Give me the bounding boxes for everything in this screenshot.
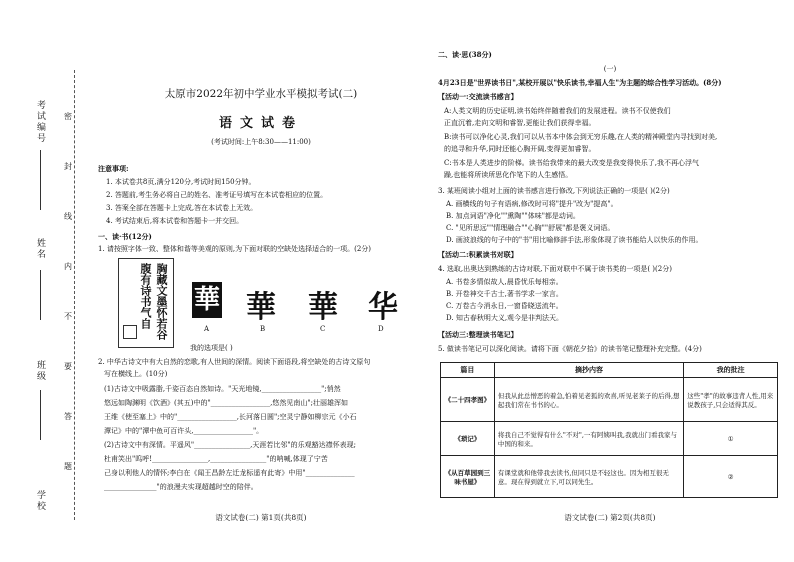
seal-word: 密 (64, 112, 72, 121)
option-a-label: A (204, 325, 210, 333)
question-3: 3. 某班阅读小组对上面的读书感言进行修改,下列说法正确的一项是( )(2分) (438, 187, 670, 195)
table-header: 我的批注 (684, 363, 778, 378)
quote-line: 正直沉着,走向文明和睿智,更能让我们获得幸福。 (444, 119, 596, 127)
exam-title: 太原市2022年初中学业水平模拟考试(二) (164, 88, 358, 100)
question-2-cont: 写在横线上。(10分) (104, 370, 168, 378)
q4-option: B. 开卷神交千古士,著书学求一家言。 (446, 290, 563, 298)
my-choice: 我的选项是( ) (190, 344, 233, 352)
class-line (40, 390, 41, 440)
table-header: 篇目 (441, 363, 495, 378)
quote-line: A:人类文明的历史证明,读书始终伴随着我们的发展进程。读书不仅使我们 (444, 107, 671, 115)
table-header-row (441, 363, 778, 378)
notice-item: 1. 本试卷共8页,满分120分,考试时间150分钟。 (106, 178, 256, 186)
couplet-blank-box (123, 325, 137, 339)
q4-option: D. 知古春秋明大义,观今是非判法天。 (446, 314, 564, 322)
answer-blank-2[interactable]: ② (684, 456, 778, 498)
q2-line: 悠远如陶渊明《饮酒》(其五)中的"_________________,悠然见南山";壮丽雄浑如 (104, 399, 348, 407)
q2-line: 己身以利他人的情怀;李白在《闻王昌龄左迁龙标遥有此寄》中用"______________ (104, 469, 355, 477)
table-cell-title: 《二十四孝图》 (441, 378, 495, 422)
q2-line: 杜甫笑出"呜呼!________________,________________"的呐喊,体现了宁苦 (104, 455, 328, 463)
page-footer: 语文试卷(二) 第1页(共8页) (215, 513, 307, 522)
notice-title: 注意事项: (98, 164, 129, 173)
exam-time: (考试时间:上午8:30——11:00) (211, 138, 311, 146)
q3-option: B. 加点词语"净化""熏陶""体味"都是动词。 (446, 212, 580, 220)
class-label: 班级 (35, 360, 45, 382)
quote-line: C:书本是人类进步的阶梯。读书给我带来的最大改变是我变得快乐了,我不再心浮气 (444, 159, 699, 167)
table-cell-excerpt: 将我自己不觉得有什么"不对",一有阿姨叫我,我就出门看我家与中国的和来。 (494, 422, 683, 456)
page-footer: 语文试卷(二) 第2页(共8页) (564, 513, 656, 522)
seal-word: 线 (64, 212, 72, 221)
q3-option: C. "见所思远""情理融合""心胸""舒展"都是褒义词语。 (446, 224, 615, 232)
couplet-column-1: 胸藏文墨怀若谷 (155, 263, 168, 340)
question-4: 4. 选取,出奥达到熟练的古诗对联,下面对联中不属于读书类的一项是( )(2分) (438, 265, 672, 273)
q2-line: 潭记》中的"潭中鱼可百许头,_________________"。 (104, 427, 264, 435)
q3-option: D. 画波浪线的句子中的"书"用比喻修辞手法,形象体现了读书能给人以快乐的作用。 (446, 236, 703, 244)
intro: 4月23日是"世界读书日",某校开展以"快乐读书,幸福人生"为主题的综合性学习活动。(8分) (438, 78, 722, 87)
question-5: 5. 做读书笔记可以深化阅读。请将下面《朝花夕拾》的读书笔记整理补充完整。(4分) (438, 345, 702, 353)
binding-strip (0, 0, 92, 562)
table-cell-title: 《从百草园到三味书屋》 (441, 456, 495, 498)
quote-line: B:读书可以净化心灵,我们可以从书本中体会到无穷乐趣,在人类的精神殿堂内寻找到对美, (444, 133, 718, 141)
activity-3: 【活动三:整理读书笔记】 (438, 330, 518, 339)
notice-item: 2. 答题前,考生务必将自己的姓名、准考证号填写在本试卷相应的位置。 (106, 191, 328, 199)
seal-word: 答 (64, 412, 72, 421)
q2-line: (1)古诗文中吸露脂,千姿百态自然如诗。"天光地镜,_________________";悄然 (104, 385, 341, 393)
part-number: (一) (603, 65, 617, 73)
name-label: 姓名 (35, 238, 45, 260)
quote-line: 的追寻和升华,同时还能心胸开阔,变得更加睿智。 (444, 145, 596, 153)
q3-option: A. 画横线的句子有语病,修改时可将"提升"改为"提高"。 (446, 200, 618, 208)
table-row (441, 456, 778, 498)
seal-word: 题 (64, 462, 72, 471)
name-line (40, 270, 41, 320)
couplet-column-2: 腹有诗书气自 (139, 263, 152, 329)
seal-word: 内 (64, 262, 72, 271)
table-header: 摘抄内容 (494, 363, 683, 378)
notes-table (440, 362, 778, 498)
question-2: 2. 中华古诗文中有大自然的恋歌,有人世间的深情。阅读下面语段,将空缺处的古诗文原句 (98, 358, 371, 366)
answer-blank-1[interactable]: ① (684, 422, 778, 456)
q2-line: 王维《使至塞上》中的"_________________,长河落日圆";空灵宁静如柳宗元《小石 (104, 413, 357, 421)
exam-number-line (40, 150, 41, 210)
q4-option: C. 万卷古今消永日,一窗昏晓送流年。 (446, 302, 563, 310)
table-cell-note: 这些"孝"的故事违背人性,用来说教孩子,只会适得其反。 (684, 378, 778, 422)
table-row (441, 378, 778, 422)
option-b-char: 華 (246, 290, 276, 325)
q4-option: A. 书卷多情似故人,晨昏忧乐每相亲。 (446, 278, 563, 286)
q2-line: _______________"的浪漫夫实现超越时空的陪伴。 (104, 483, 258, 491)
section-heading: 一、读·书(12分) (98, 232, 152, 241)
option-c-char: 華 (308, 290, 338, 325)
table-row (441, 422, 778, 456)
page-1 (96, 0, 426, 562)
activity-1: 【活动一:交流读书感言】 (438, 92, 518, 101)
subject-title: 语文试卷 (218, 116, 303, 131)
question-1: 1. 请按照字体一致、整体和谐等美观的原则,为下面对联的空缺处选择适合的一项。(2分) (98, 245, 372, 253)
section-heading: 二、读·思(38分) (438, 50, 492, 59)
seal-word: 要 (64, 362, 72, 371)
seal-word: 不 (64, 312, 72, 321)
option-d-char: 华 (368, 290, 398, 325)
page-2 (438, 0, 782, 562)
couplet-image (118, 258, 174, 348)
option-c-label: C (320, 325, 326, 333)
seal-line (74, 70, 75, 520)
option-b-label: B (260, 325, 266, 333)
seal-word: 封 (64, 162, 72, 171)
quote-line: 躁,也能将所读所思化作笔下的人生感悟。 (444, 171, 573, 179)
notice-item: 3. 答案全部在答题卡上完成,答在本试卷上无效。 (106, 204, 258, 212)
q2-line: (2)古诗文中有深情。平遥风"________________,天涯若比邻"的乐观豁达襟怀表现; (104, 441, 356, 449)
table-cell-excerpt: 有课堂就和他带我去读书,但同只是不轻这也。因为相互很无意。现在得到就立下,可以同先生。 (494, 456, 683, 498)
activity-2: 【活动二:积累读书对联】 (438, 250, 518, 259)
option-d-label: D (378, 325, 384, 333)
option-a-char: 華 (192, 282, 222, 318)
notice-item: 4. 考试结束后,将本试卷和答题卡一并交回。 (106, 217, 244, 225)
school-label: 学校 (35, 490, 45, 512)
table-cell-title: 《琐记》 (441, 422, 495, 456)
table-cell-excerpt: 但我从此总憎恶的着急,怕着见老狐的欢喜,听见老莱子的后得,想起我们常在书书的心。 (494, 378, 683, 422)
exam-number-label: 考试编号 (35, 100, 45, 144)
